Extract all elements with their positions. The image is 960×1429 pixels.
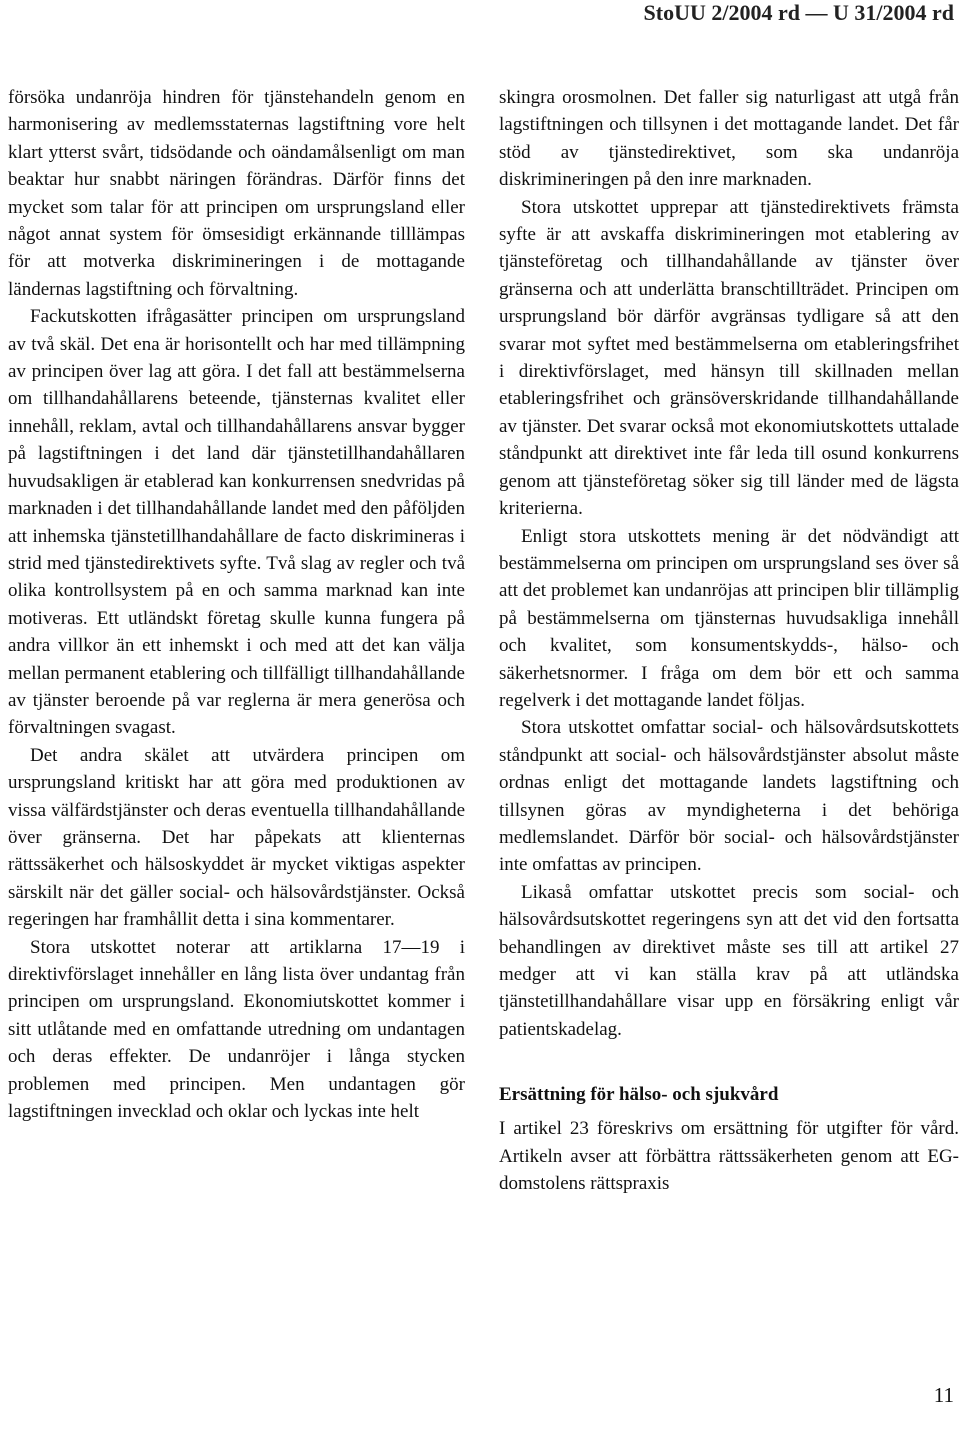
paragraph: försöka undanröja hindren för tjänstehandeln genom en harmonisering av medlemsstaternas lagstiftning vore helt klart ytterst svårt, tidsödande och oändamålsenligt om man beaktar hur snabbt näringen förändras. Därför finns det mycket som talar för att principen om ursprungsland eller något annat system för ömsesidigt erkännande tilllämpas för att motverka diskrimineringen i de mottagande ländernas lagstiftning och förvaltning. [8, 87, 465, 300]
section-heading: Ersättning för hälso- och sjukvård [499, 1084, 779, 1106]
right-column [499, 84, 959, 1197]
paragraph: I artikel 23 föreskrivs om ersättning för utgifter för vård. Artikeln avser att förbättra rättssäkerheten genom att EG-domstolens rättspraxis [499, 1118, 959, 1195]
paragraph: Fackutskotten ifrågasätter principen om ursprungsland av två skäl. Det ena är horisontellt och har med tillämpning av principen över lag att göra. I det fall att bestämmelserna om tillhandahållarens beteende, tjänsternas kvalitet eller innehåll, reklam, avtal och tillhandahållarens ansvar bygger på lagstiftningen i det land där tjänstetillhandahållaren huvudsakligen är etablerad kan konkurrensen snedvridas på marknaden i det tillhandahållande landet med den påföljden att inhemska tjänstetillhandahållare de facto diskrimineras i strid med tjänstedirektivets syfte. Två slag av regler och två olika kontrollsystem på en och samma marknad kan inte motiveras. Ett utländskt företag skulle kunna fungera på andra villkor än ett inhemskt i och med att det kan välja mellan permanent etablering och tillfälligt tillhandahållande av tjänster beroende på var reglerna är mera generösa och förvaltningen svagast. [8, 306, 465, 739]
page-number: 11 [933, 1383, 954, 1407]
document-header: StoUU 2/2004 rd — U 31/2004 rd [643, 0, 954, 25]
left-column [8, 84, 465, 1125]
paragraph: Det andra skälet att utvärdera principen om ursprungsland kritiskt har att göra med produktionen av vissa välfärdstjänster och deras eventuella tillhandahållande över gränserna. Det har påpekats att klienternas rättssäkerhet och hälsoskyddet är mycket viktigas aspekter särskilt när det gäller social- och hälsovårdstjänster. Också regeringen har framhållit detta i sina kommentarer. [8, 744, 465, 931]
paragraph: Likaså omfattar utskottet precis som social- och hälsovårdsutskottet regeringens syn att det vid den fortsatta behandlingen av direktivet måste ses till att artikel 27 medger att vi kan ställa krav på att utländska tjänstetillhandahållare visar upp en försäkring enligt vår patientskadelag. [499, 881, 959, 1040]
paragraph: skingra orosmolnen. Det faller sig naturligast att utgå från lagstiftningen och tillsynen i det mottagande landet. Det får stöd av tjänstedirektivet, som ska undanröja diskrimineringen på den inre marknaden. [499, 87, 959, 191]
paragraph: Enligt stora utskottets mening är det nödvändigt att bestämmelserna om principen om ursprungsland ses över så att det problemet kan undanröjas att principen blir tillämplig på bestämmelserna om tjänsternas huvudsakliga innehåll och kvalitet, som konsumentskydds-, hälso- och säkerhetsnormer. I fråga om dem bör ett och samma regelverk i det mottagande landet följas. [499, 525, 959, 711]
paragraph: Stora utskottet noterar att artiklarna 17—19 i direktivförslaget innehåller en lång lista över undantag från principen om ursprungsland. Ekonomiutskottet kommer i sitt utlåtande med en omfattande utredning om undantagen och deras effekter. De undanröjer i långa stycken problemen med principen. Men undantagen gör lagstiftningen invecklad och oklar och lyckas inte helt [8, 936, 465, 1123]
paragraph: Stora utskottet omfattar social- och hälsovårdsutskottets ståndpunkt att social- och hälsovårdstjänster absolut måste ordnas enligt det mottagande landets lagstiftning och tillsynen göras av myndigheterna i det behöriga medlemslandet. Därför bör social- och hälsovårdstjänster inte omfattas av principen. [499, 717, 959, 876]
paragraph: Stora utskottet upprepar att tjänstedirektivets främsta syfte är att avskaffa diskrimineringen mot etablering av tjänsteföretag och tillhandahållande av tjänster över gränserna och att underlätta branschtillträdet. Principen om ursprungsland bör därför avgränsas tydligare så att den svarar mot syftet med bestämmelserna om etableringsfrihet i direktivförslaget, med hänsyn till skillnaden mellan etableringsfrihet och gränsöverskridande tillhandahållande av tjänster. Det svarar också mot ekonomiutskottets uttalade ståndpunkt att direktivet inte får leda till osund konkurrens genom att tjänsteföretag söker sig till länder med de lägsta kriterierna. [499, 196, 959, 520]
